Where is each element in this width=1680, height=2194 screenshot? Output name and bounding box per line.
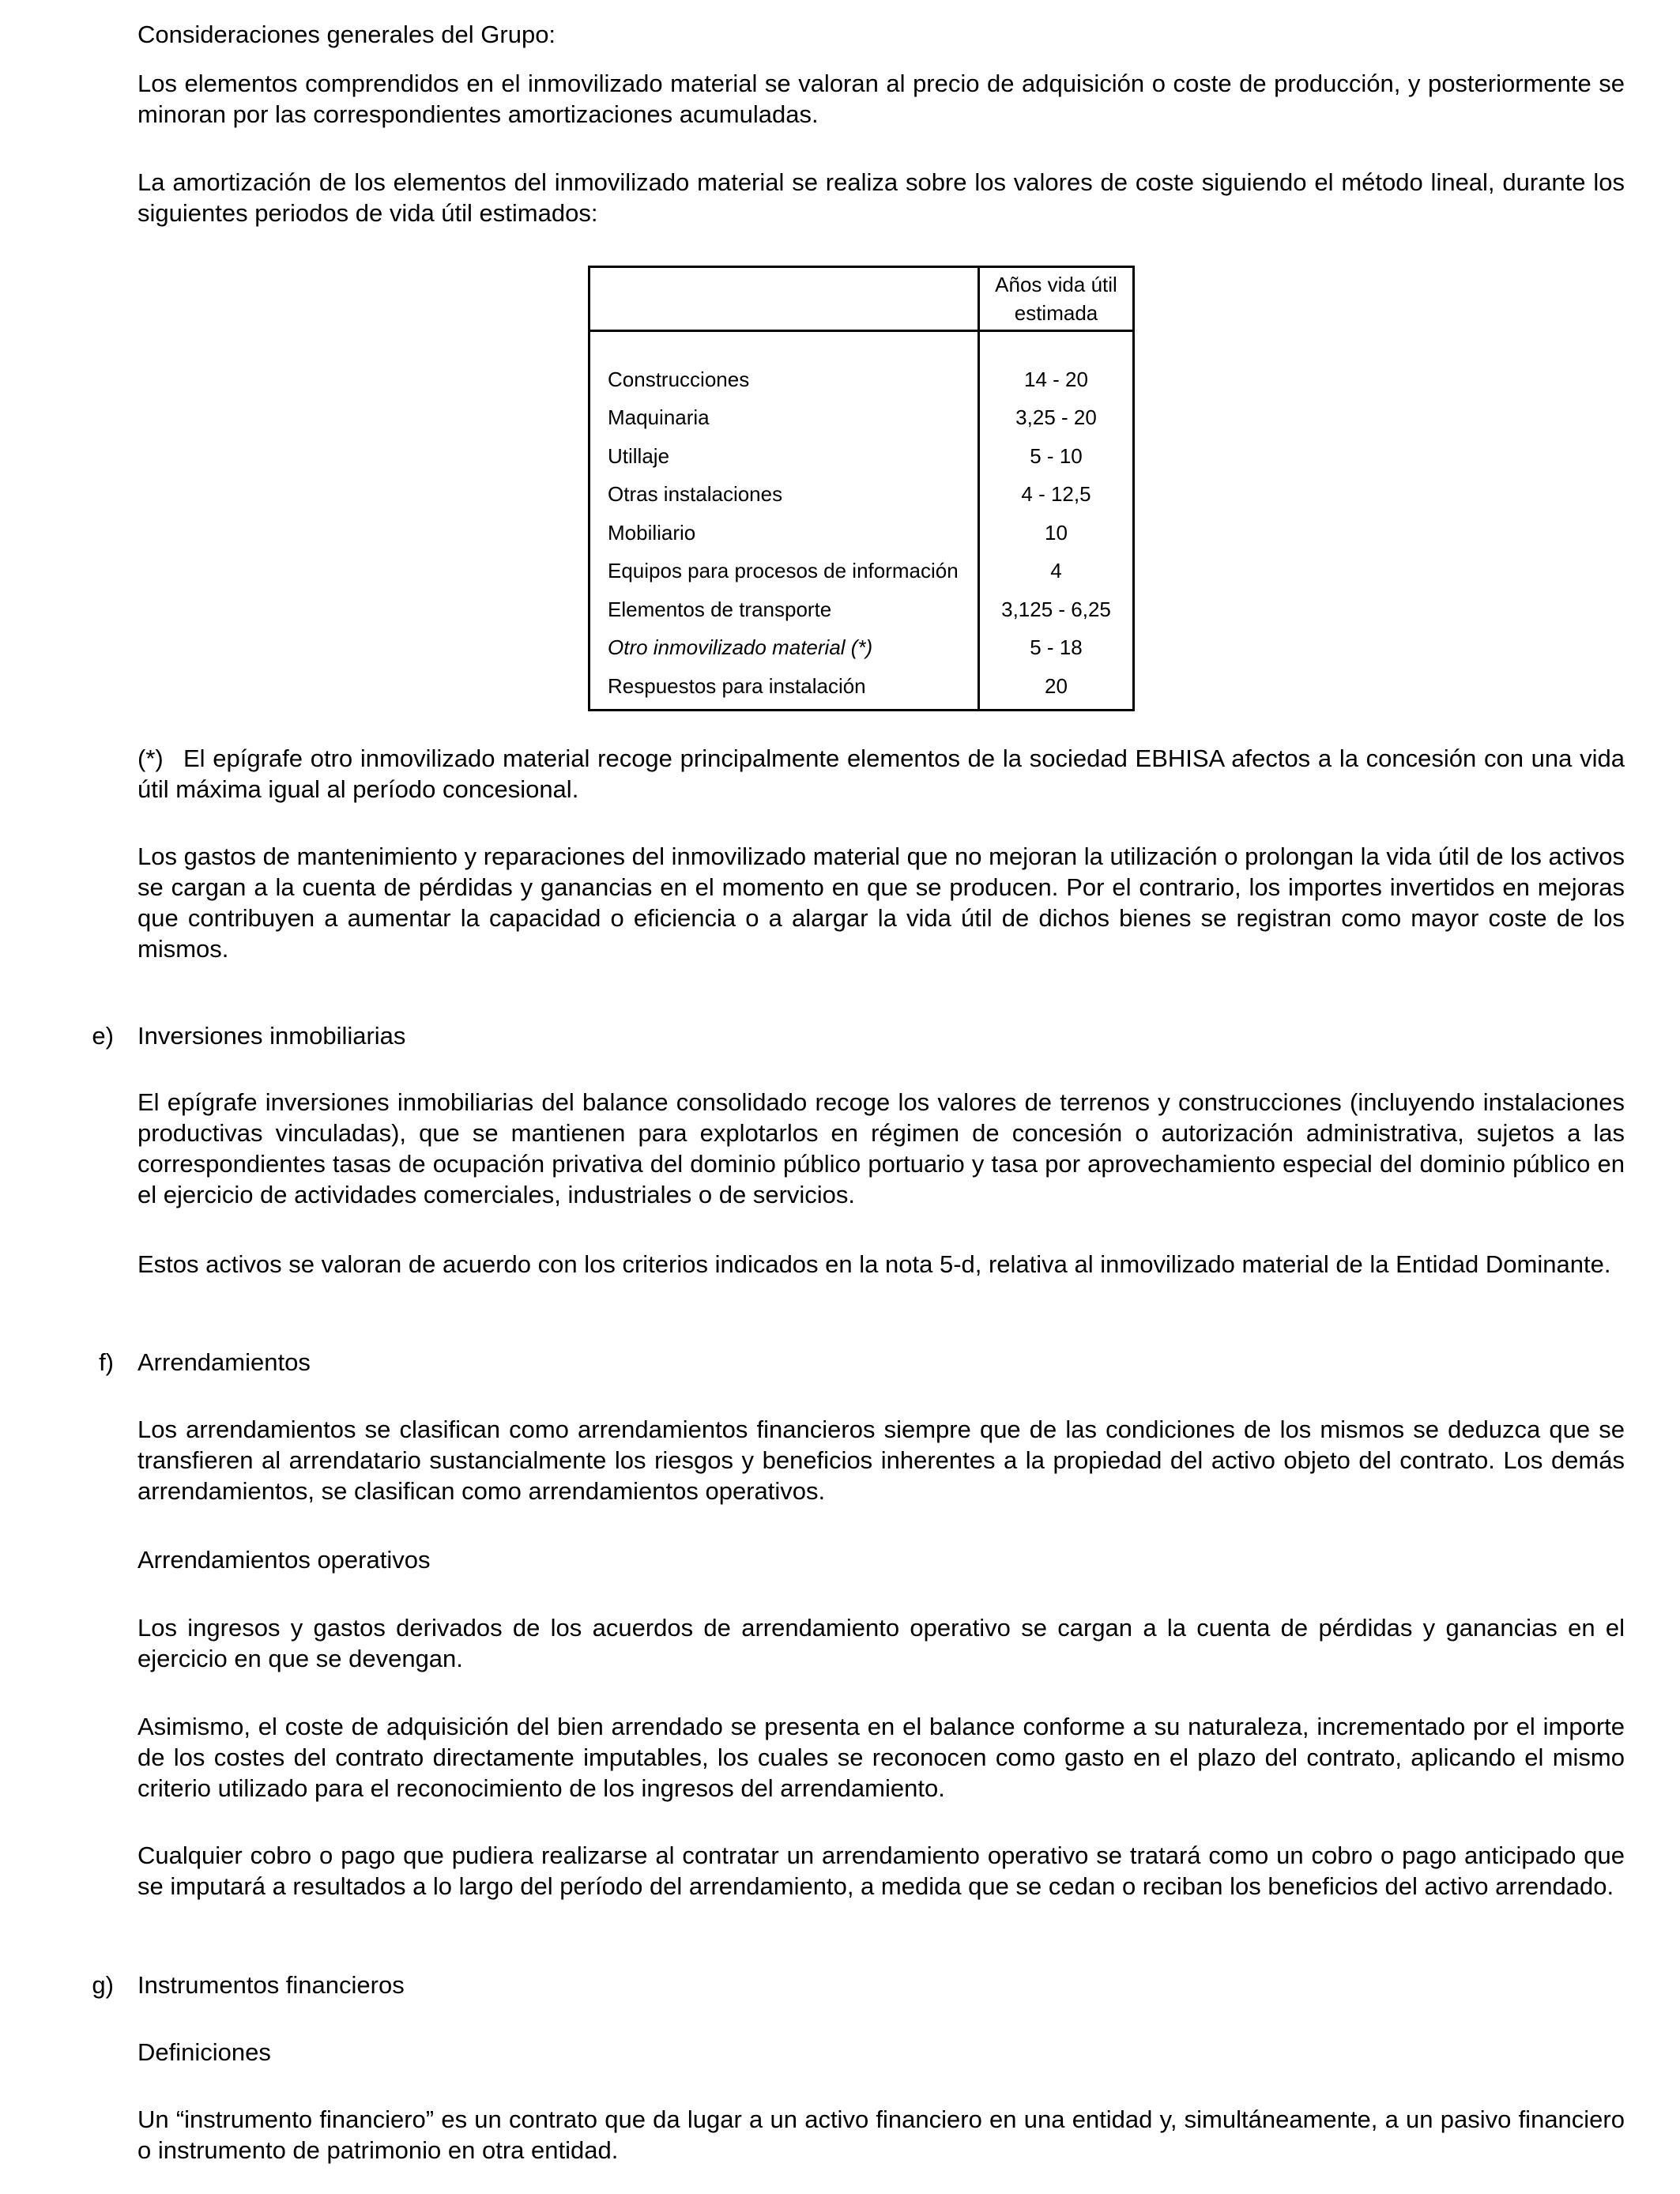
table-row (590, 590, 1134, 629)
useful-life-table (588, 266, 1135, 711)
row-label: Utillaje (590, 437, 979, 476)
table-row (590, 331, 1134, 399)
table-header-empty-cell (590, 267, 979, 331)
row-label: Maquinaria (590, 399, 979, 438)
table-row (590, 514, 1134, 552)
row-label: Mobiliario (590, 514, 979, 552)
table-header-row (590, 267, 1134, 331)
section-e-title: Inversiones inmobiliarias (137, 1022, 406, 1050)
section-f-paragraph-3: Asimismo, el coste de adquisición del bien arrendado se presenta en el balance conforme a su naturaleza, incrementado por el importe de los costes del contrato directamente imputables, los cuales se reconocen como gasto en el plazo del contrato, aplicando el mismo criterio utilizado para el reconocimiento de los ingresos del arrendamiento. (137, 1713, 1625, 1802)
row-label: Respuestos para instalación (590, 667, 979, 710)
maintenance-paragraph: Los gastos de mantenimiento y reparaciones del inmovilizado material que no mejoran la utilización o prolongan la vida útil de los activos se cargan a la cuenta de pérdidas y ganancias en el momento en que se producen. Por el contrario, los importes invertidos en mejoras que contribuyen a aumentar la capacidad o eficiencia o a alargar la vida útil de dichos bienes se registran como mayor coste de los mismos. (137, 843, 1625, 963)
row-value: 4 (1050, 559, 1062, 583)
footnote-text: El epígrafe otro inmovilizado material recoge principalmente elementos de la sociedad EBHISA afectos a la concesión con una vida útil máxima igual al período concesional. (137, 745, 1625, 803)
footnote (137, 743, 1625, 805)
table-row (590, 437, 1134, 476)
row-value: 4 - 12,5 (1021, 482, 1091, 507)
section-e-marker: e) (92, 1022, 114, 1050)
intro-paragraph-1: Los elementos comprendidos en el inmovilizado material se valoran al precio de adquisición o coste de producción, y posteriormente se minoran por las correspondientes amortizaciones acumuladas. (137, 70, 1625, 128)
section-e-paragraph-2: Estos activos se valoran de acuerdo con los criterios indicados en la nota 5-d, relativa al inmovilizado material de la Entidad Dominante. (137, 1250, 1611, 1278)
section-f-paragraph-4: Cualquier cobro o pago que pudiera realizarse al contratar un arrendamiento operativo se tratará como un cobro o pago anticipado que se imputará a resultados a lo largo del período del arrendamiento, a medida que se cedan o reciban los beneficios del activo arrendado. (137, 1842, 1625, 1900)
table-row (590, 399, 1134, 438)
row-label: Construcciones (590, 331, 979, 399)
table-header-line-2: estimada (1014, 301, 1098, 325)
row-value: 3,25 - 20 (1015, 405, 1097, 430)
intro-paragraph-2: La amortización de los elementos del inmovilizado material se realiza sobre los valores de coste siguiendo el método lineal, durante los siguientes periodos de vida útil estimados: (137, 168, 1625, 227)
row-label: Equipos para procesos de información (590, 552, 979, 591)
table-row (590, 552, 1134, 591)
section-f-title: Arrendamientos (137, 1348, 311, 1376)
section-f-paragraph-1: Los arrendamientos se clasifican como arrendamientos financieros siempre que de las condiciones de los mismos se deduzca que se transfieren al arrendatario sustancialmente los riesgos y beneficios inherentes a la propiedad del activo objeto del contrato. Los demás arrendamientos, se clasifican como arrendamientos operativos. (137, 1416, 1625, 1505)
row-value: 14 - 20 (1024, 367, 1088, 391)
row-value: 10 (1045, 520, 1068, 545)
section-g-subheading: Definiciones (137, 2038, 271, 2066)
table-row (590, 667, 1134, 710)
table-row (590, 476, 1134, 515)
row-value: 5 - 10 (1030, 443, 1083, 468)
row-label: Elementos de transporte (590, 590, 979, 629)
table-row (590, 629, 1134, 668)
row-value: 5 - 18 (1030, 635, 1083, 660)
section-g-title: Instrumentos financieros (137, 1971, 405, 1999)
table-header-line-1: Años vida útil (995, 273, 1117, 296)
section-f-paragraph-2: Los ingresos y gastos derivados de los acuerdos de arrendamiento operativo se cargan a la cuenta de pérdidas y ganancias en el ejercicio en que se devengan. (137, 1614, 1625, 1672)
section-g-paragraph-1: Un “instrumento financiero” es un contrato que da lugar a un activo financiero en una entidad y, simultáneamente, a un pasivo financiero o instrumento de patrimonio en otra entidad. (137, 2105, 1625, 2164)
intro-heading: Consideraciones generales del Grupo: (137, 21, 556, 48)
footnote-mark: (*) (137, 745, 164, 772)
row-label: Otras instalaciones (590, 476, 979, 515)
row-value: 3,125 - 6,25 (1001, 597, 1111, 621)
section-e-paragraph-1: El epígrafe inversiones inmobiliarias del balance consolidado recoge los valores de terrenos y construcciones (incluyendo instalaciones productivas vinculadas), que se mantienen para explotarlos en régimen de concesión o autorización administrativa, sujetos a las correspondientes tasas de ocupación privativa del dominio público portuario y tasa por aprovechamiento especial del dominio público en el ejercicio de actividades comerciales, industriales o de servicios. (137, 1088, 1625, 1208)
row-value: 20 (1045, 673, 1068, 698)
table-header-cell (979, 267, 1134, 331)
section-f-subheading: Arrendamientos operativos (137, 1546, 431, 1574)
section-f-marker: f) (99, 1348, 114, 1376)
row-label: Otro inmovilizado material (*) (590, 629, 979, 668)
section-g-marker: g) (92, 1971, 114, 1999)
